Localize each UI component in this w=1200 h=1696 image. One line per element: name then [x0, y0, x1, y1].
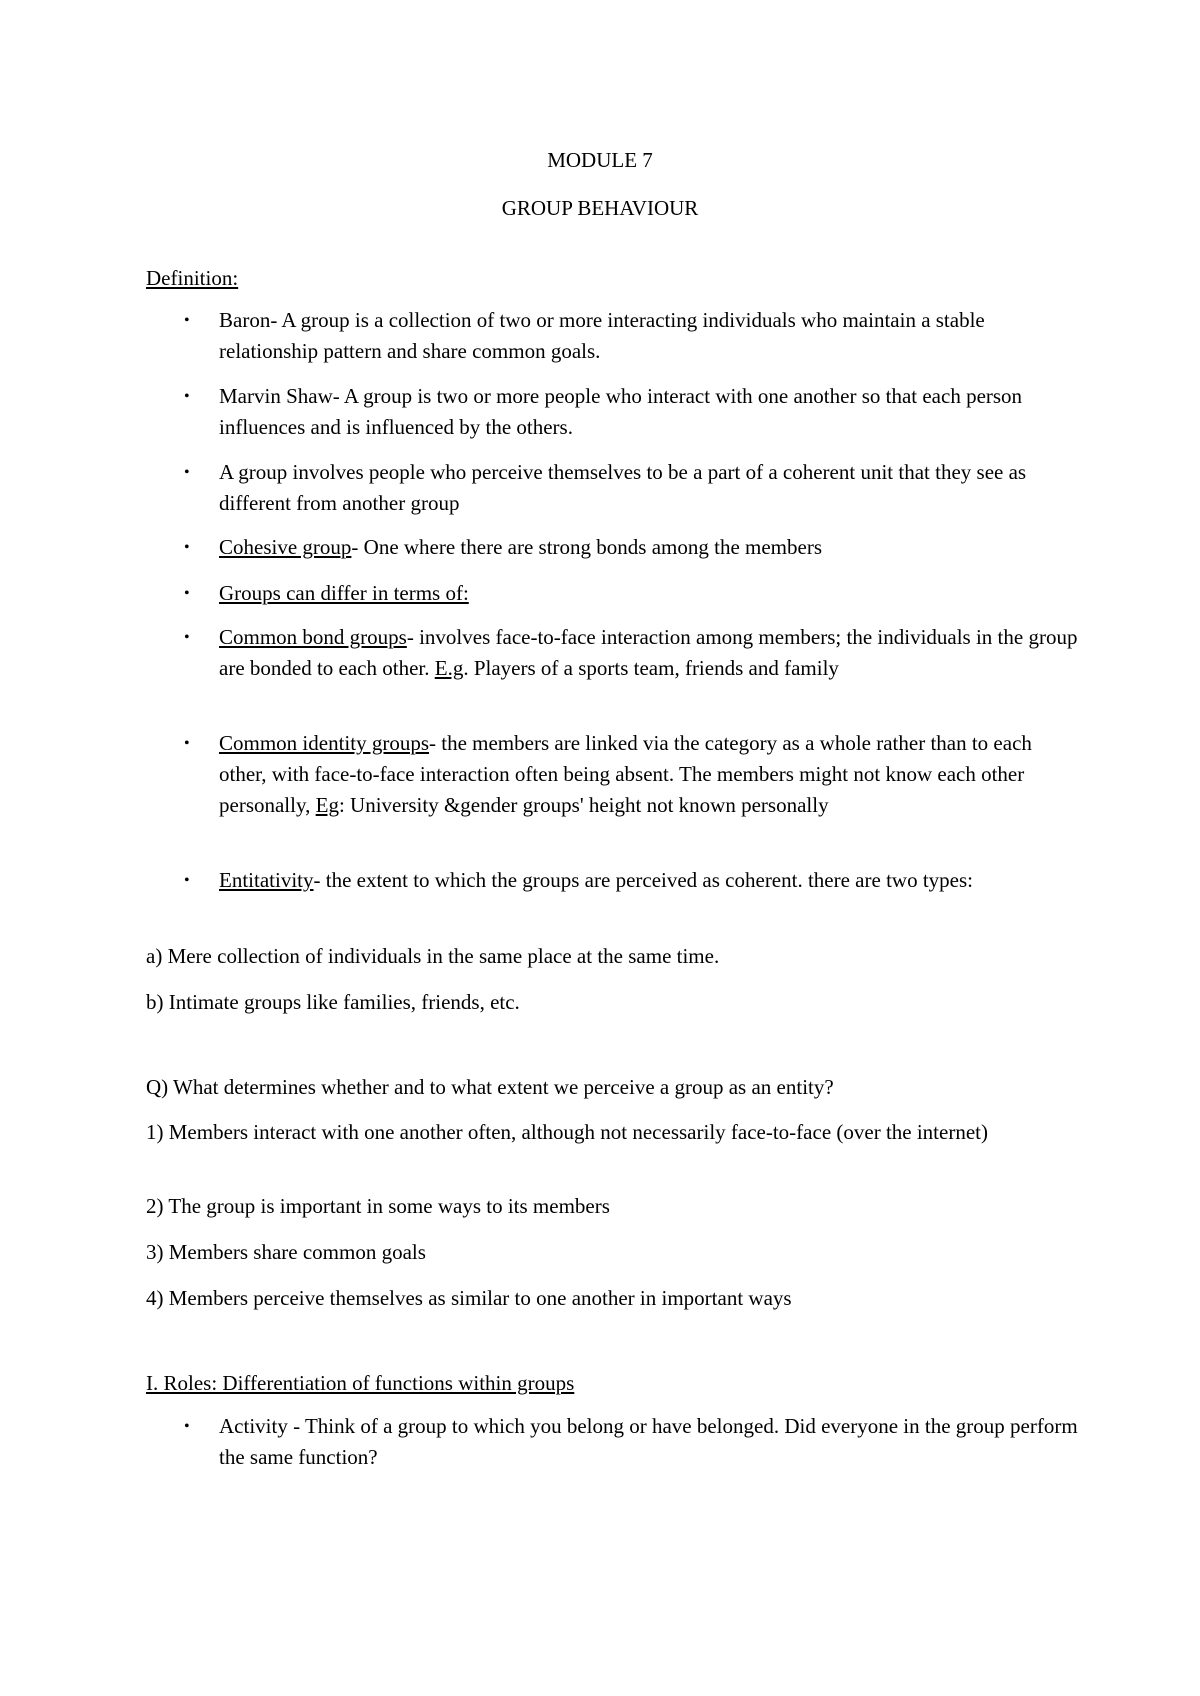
entity-question: Q) What determines whether and to what extent we perceive a group as an entity?	[146, 1075, 834, 1099]
definition-text: Marvin Shaw- A group is two or more people who interact with one another so that each person influences and is influenced by the others.	[219, 384, 1023, 439]
definition-text: Baron- A group is a collection of two or more interacting individuals who maintain a stable relationship pattern and share common goals.	[219, 308, 985, 363]
common-identity-text: - the members are linked via the category as a whole rather than to each other, with face-to-face interaction often being absent. The members might not know each other personally,	[219, 731, 1032, 817]
bullet-icon: •	[184, 1418, 190, 1435]
bullet-icon: •	[184, 388, 190, 405]
module-title: MODULE 7	[547, 148, 653, 172]
common-identity-eg: Eg	[315, 793, 339, 817]
bullet-icon: •	[184, 872, 190, 889]
answer-2: 2) The group is important in some ways to its members	[146, 1194, 610, 1218]
cohesive-group-text: - One where there are strong bonds among the members	[351, 535, 822, 559]
common-bond-text: - involves face-to-face interaction among members; the individuals in the group are bonded to each other.	[219, 625, 1078, 680]
entitativity-text: - the extent to which the groups are perceived as coherent. there are two types:	[313, 868, 973, 892]
bullet-icon: •	[184, 735, 190, 752]
definition-text: A group involves people who perceive themselves to be a part of a coherent unit that they see as different from another group	[219, 460, 1027, 515]
common-identity-tail: : University &gender groups' height not known personally	[338, 793, 829, 817]
answer-3: 3) Members share common goals	[146, 1240, 426, 1264]
common-identity-term: Common identity groups	[219, 731, 429, 755]
bullet-icon: •	[184, 539, 190, 556]
common-bond-tail: . Players of a sports team, friends and family	[463, 656, 839, 680]
type-b: b) Intimate groups like families, friends, etc.	[146, 990, 520, 1014]
activity-text: Activity - Think of a group to which you belong or have belonged. Did everyone in the group perform the same function?	[219, 1414, 1078, 1469]
module-subtitle: GROUP BEHAVIOUR	[501, 196, 699, 220]
groups-differ-term: Groups can differ in terms of:	[219, 581, 469, 605]
definition-heading: Definition:	[146, 266, 239, 290]
bullet-icon: •	[184, 464, 190, 481]
type-a: a) Mere collection of individuals in the same place at the same time.	[146, 944, 720, 968]
roles-heading: I. Roles: Differentiation of functions within groups	[146, 1371, 575, 1395]
answer-1: 1) Members interact with one another often, although not necessarily face-to-face (over the internet)	[146, 1120, 988, 1144]
entitativity-term: Entitativity	[219, 868, 314, 892]
bullet-icon: •	[184, 629, 190, 646]
common-bond-eg: E.g	[434, 656, 464, 680]
answer-4: 4) Members perceive themselves as similar to one another in important ways	[146, 1286, 792, 1310]
cohesive-group-term: Cohesive group	[219, 535, 352, 559]
common-bond-term: Common bond groups	[219, 625, 407, 649]
bullet-icon: •	[184, 312, 190, 329]
bullet-icon: •	[184, 585, 190, 602]
